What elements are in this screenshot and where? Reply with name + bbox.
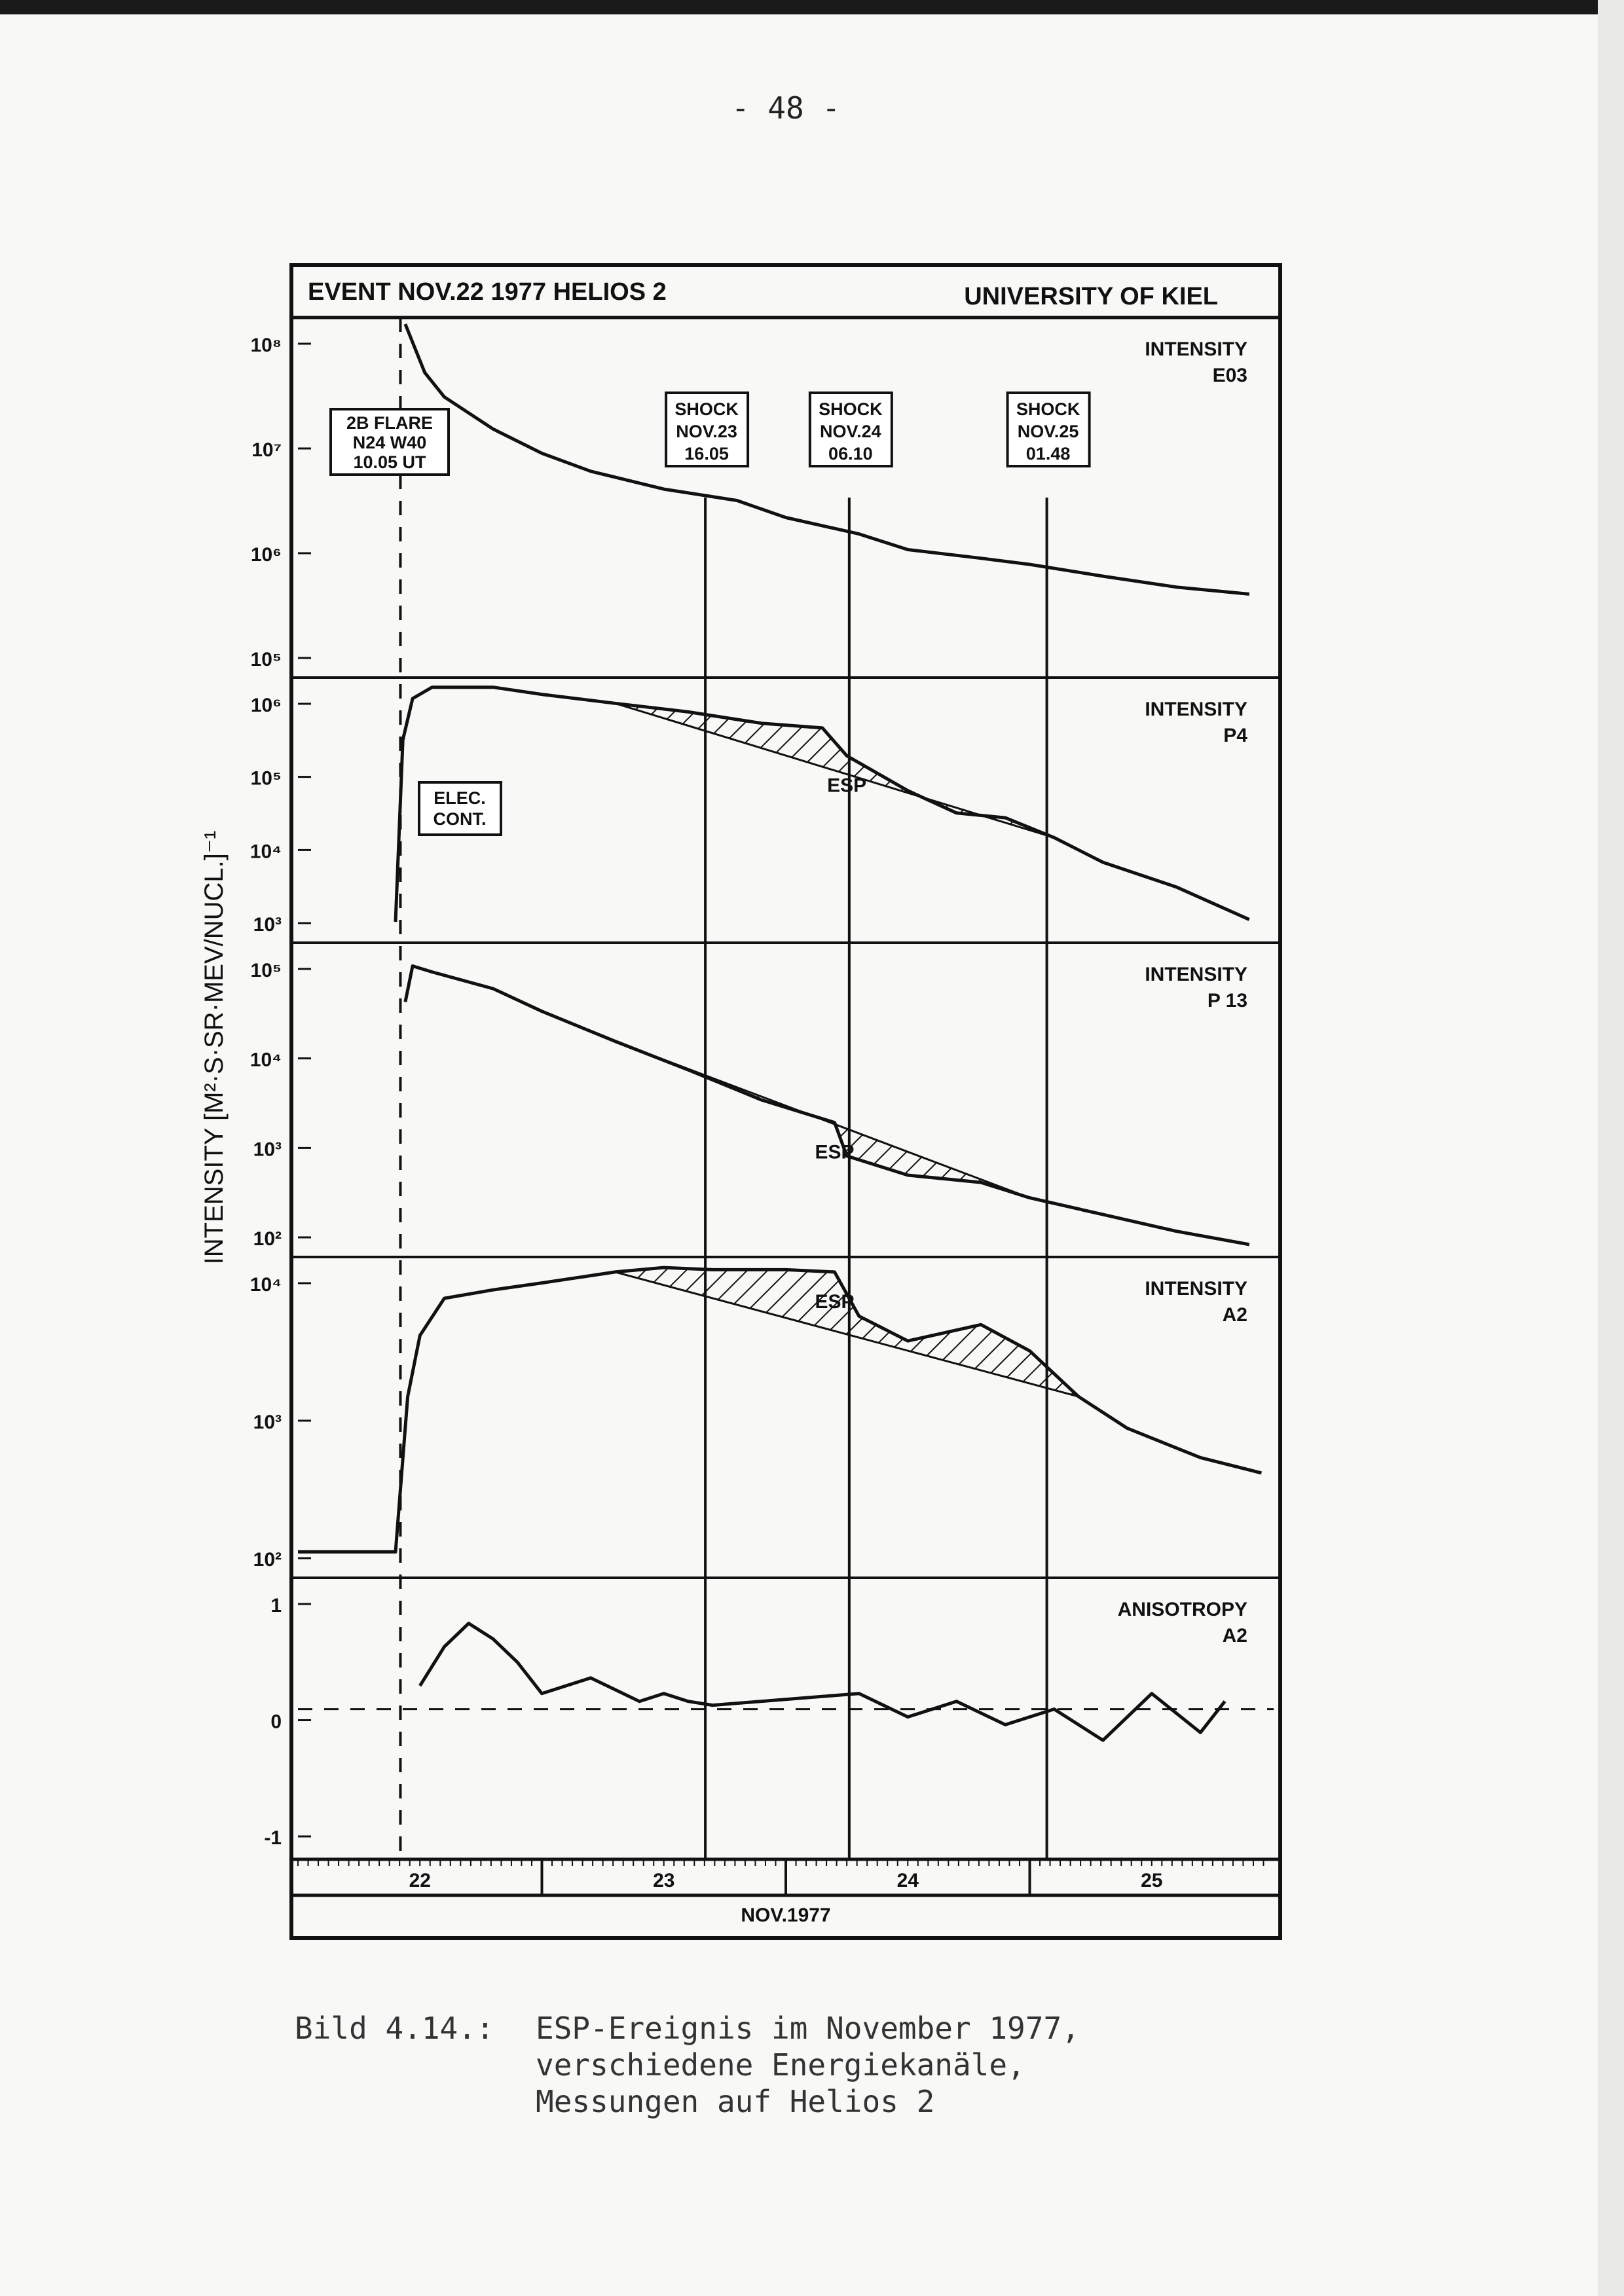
esp-label: ESP	[815, 1290, 855, 1313]
caption-line-3: Messungen auf Helios 2	[536, 2084, 935, 2119]
figure-caption	[295, 2010, 1080, 2193]
esp-label: ESP	[815, 1141, 855, 1163]
x-tick-label: 25	[1141, 1870, 1163, 1891]
x-tick-label: 24	[896, 1870, 919, 1891]
elec-cont-label: CONT.	[433, 809, 487, 829]
shock-label: SHOCK	[819, 399, 883, 419]
caption-label: Bild 4.14.:	[295, 2011, 494, 2046]
series-line-3	[405, 966, 1249, 1245]
shock-label: 01.48	[1025, 444, 1071, 464]
x-axis-title: NOV.1977	[741, 1904, 831, 1926]
flare-label: 10.05 UT	[353, 452, 426, 472]
shock-label: 06.10	[828, 444, 873, 464]
flare-label: N24 W40	[352, 433, 427, 452]
esp-hatched-region	[615, 1267, 1079, 1396]
panel-title-1: E03	[1212, 365, 1247, 386]
panel-title-2: INTENSITY	[1145, 699, 1247, 720]
esp-label: ESP	[827, 774, 867, 797]
flare-label: 2B FLARE	[346, 413, 434, 433]
caption-line-1: ESP-Ereignis im November 1977,	[536, 2011, 1080, 2046]
shock-label: NOV.24	[820, 422, 881, 441]
panel-title-4: A2	[1222, 1304, 1247, 1326]
panel-title-5: ANISOTROPY	[1117, 1599, 1247, 1620]
page-number: - 48 -	[731, 90, 841, 126]
panel-title-5: A2	[1222, 1625, 1247, 1647]
panel-title-1: INTENSITY	[1145, 338, 1247, 360]
caption-line-2: verschiedene Energiekanäle,	[536, 2047, 1025, 2083]
y-tick-label: 10⁶	[250, 544, 282, 566]
y-tick-label: 1	[270, 1595, 282, 1616]
y-tick-label: 10³	[253, 914, 282, 936]
y-tick-label: 10²	[253, 1228, 282, 1250]
shock-label: NOV.23	[676, 422, 737, 441]
elec-cont-label: ELEC.	[434, 788, 486, 808]
panel-title-2: P4	[1223, 725, 1247, 746]
y-tick-label: 0	[270, 1711, 282, 1733]
y-tick-label: 10⁵	[250, 649, 282, 670]
shock-label: 16.05	[684, 444, 729, 464]
y-tick-label: 10³	[253, 1139, 282, 1161]
y-tick-label: 10³	[253, 1412, 282, 1433]
y-tick-label: 10⁴	[249, 841, 282, 863]
x-tick-label: 23	[653, 1870, 675, 1891]
x-tick-label: 22	[409, 1870, 431, 1891]
panel-title-3: P 13	[1207, 990, 1247, 1011]
y-tick-label: 10⁴	[249, 1274, 282, 1296]
y-tick-label: 10⁴	[249, 1049, 282, 1071]
shock-label: NOV.25	[1017, 422, 1079, 441]
series-line-2	[396, 687, 1249, 922]
y-axis-label: INTENSITY [M²·S·SR·MEV/NUCL.]⁻¹	[200, 830, 229, 1265]
y-tick-label: 10⁵	[250, 960, 282, 981]
y-tick-label: 10²	[253, 1549, 282, 1571]
y-tick-label: 10⁸	[250, 335, 282, 356]
header-institution: UNIVERSITY OF KIEL	[964, 283, 1218, 310]
y-tick-label: 10⁵	[250, 767, 282, 790]
header-event: EVENT NOV.22 1977 HELIOS 2	[308, 278, 667, 306]
y-tick-label: 10⁷	[251, 439, 282, 461]
panel-title-3: INTENSITY	[1145, 964, 1247, 985]
y-tick-label: -1	[264, 1827, 282, 1849]
shock-label: SHOCK	[1016, 399, 1080, 419]
shock-label: SHOCK	[674, 399, 739, 419]
y-tick-label: 10⁶	[250, 695, 282, 716]
series-line-5	[420, 1624, 1225, 1741]
panel-title-4: INTENSITY	[1145, 1278, 1247, 1300]
